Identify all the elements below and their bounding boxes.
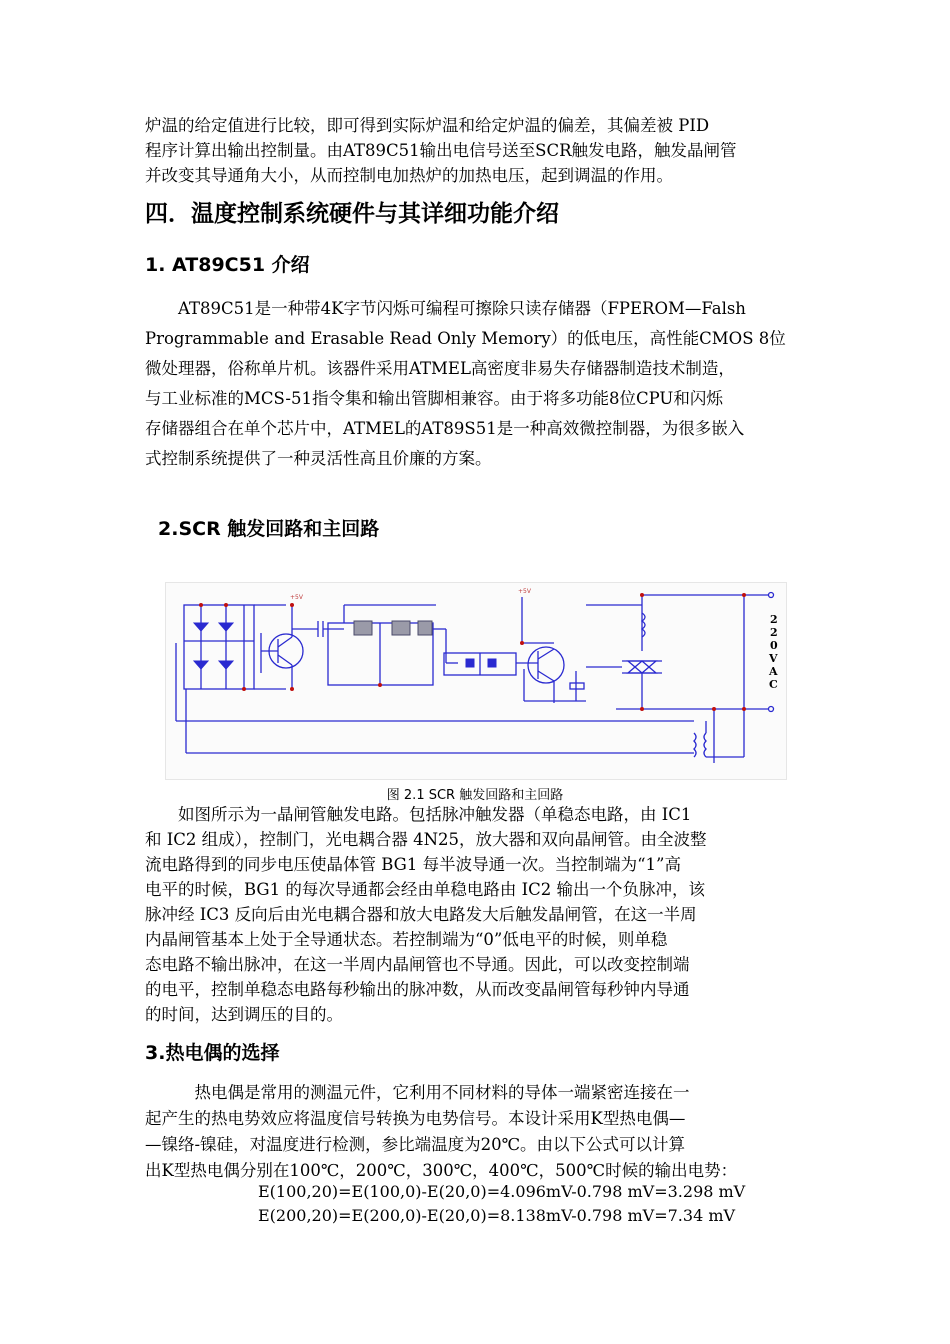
intro-paragraph <box>145 113 810 188</box>
text-line: 程序计算出输出控制量。由AT89C51输出电信号送至SCR触发电路，触发晶闸管 <box>145 141 737 160</box>
supply-label: +5V <box>290 594 303 601</box>
transistor-amplifier <box>528 647 564 683</box>
ic-block <box>418 621 432 635</box>
subsection-title: 3.热电偶的选择 <box>145 1042 280 1064</box>
text-line: 存储器组合在单个芯片中，ATMEL的AT89S51是一种高效微控制器，为很多嵌入 <box>145 419 745 438</box>
text-line: —镍络-镍硅，对温度进行检测，参比端温度为20℃。由以下公式可以计算 <box>145 1135 686 1154</box>
text-line: 并改变其导通角大小，从而控制电加热炉的加热电压，起到调温的作用。 <box>145 166 673 185</box>
text-line: 热电偶是常用的测温元件，它利用不同材料的导体一端紧密连接在一 <box>145 1083 690 1102</box>
vac-label-char: 2 <box>770 613 778 626</box>
text-line: 微处理器，俗称单片机。该器件采用ATMEL高密度非易失存储器制造技术制造， <box>145 359 735 378</box>
text-line: 的电平，控制单稳态电路每秒输出的脉冲数，从而改变晶闸管每秒钟内导通 <box>145 980 690 999</box>
text-line: 态电路不输出脉冲，在这一半周内晶闸管也不导通。因此，可以改变控制端 <box>145 955 690 974</box>
thermocouple-paragraph <box>145 1080 810 1184</box>
text-line: Programmable and Erasable Read Only Memory）的低电压，高性能CMOS 8位 <box>145 329 786 348</box>
diode <box>194 623 208 631</box>
scr-paragraph <box>145 802 810 1027</box>
formula-line: E(200,20)=E(200,0)-E(20,0)=8.138mV-0.798 mV=7.34 mV <box>258 1206 736 1225</box>
circuit-diagram <box>166 583 786 779</box>
vac-label-char: V <box>769 652 778 665</box>
scr-circuit-figure <box>165 582 787 780</box>
text-line: AT89C51是一种带4K字节闪烁可编程可擦除只读存储器（FPEROM—Falsh <box>145 299 746 318</box>
text-line: 与工业标准的MCS-51指令集和输出管脚相兼容。由于将多功能8位CPU和闪烁 <box>145 389 723 408</box>
triac-symbol <box>628 661 656 673</box>
text-line: 内晶闸管基本上处于全导通状态。若控制端为“0”低电平的时候，则单稳 <box>145 930 668 949</box>
text-line: 如图所示为一晶闸管触发电路。包括脉冲触发器（单稳态电路，由 IC1 <box>145 805 692 824</box>
section-title: 四．温度控制系统硬件与其详细功能介绍 <box>145 201 559 227</box>
text-line: 脉冲经 IC3 反向后由光电耦合器和放大电路发大后触发晶闸管，在这一半周 <box>145 905 697 924</box>
formula-line: E(100,20)=E(100,0)-E(20,0)=4.096mV-0.798 mV=3.298 mV <box>258 1182 746 1201</box>
text-line: 起产生的热电势效应将温度信号转换为电势信号。本设计采用K型热电偶— <box>145 1109 686 1128</box>
supply-label: +5V <box>518 588 531 595</box>
text-line: 炉温的给定值进行比较，即可得到实际炉温和给定炉温的偏差，其偏差被 PID <box>145 116 710 135</box>
subsection-title: 1. AT89C51 介绍 <box>145 254 310 276</box>
text-line: 电平的时候，BG1 的每次导通都会经由单稳电路由 IC2 输出一个负脉冲，该 <box>145 880 705 899</box>
text-line: 式控制系统提供了一种灵活性高且价廉的方案。 <box>145 449 492 468</box>
text-line: 流电路得到的同步电压使晶体管 BG1 每半波导通一次。当控制端为“1”高 <box>145 855 681 874</box>
figure-caption: 图 2.1 SCR 触发回路和主回路 <box>386 788 564 803</box>
text-line: 和 IC2 组成），控制门，光电耦合器 4N25，放大器和双向晶闸管。由全波整 <box>145 830 707 849</box>
diode <box>219 661 233 669</box>
ic-block <box>392 621 410 635</box>
vac-label-char: 2 <box>770 626 778 639</box>
diode <box>194 661 208 669</box>
diode <box>219 623 233 631</box>
vac-label-char: 0 <box>770 639 778 652</box>
text-line: 的时间，达到调压的目的。 <box>145 1005 343 1024</box>
subsection-title: 2.SCR 触发回路和主回路 <box>158 518 380 540</box>
ic-block <box>354 621 372 635</box>
vac-label-char: C <box>769 678 778 691</box>
vac-label-char: A <box>769 665 778 678</box>
text-line: 出K型热电偶分别在100℃，200℃，300℃，400℃，500℃时候的输出电势： <box>145 1161 738 1180</box>
at89c51-paragraph <box>145 294 810 474</box>
